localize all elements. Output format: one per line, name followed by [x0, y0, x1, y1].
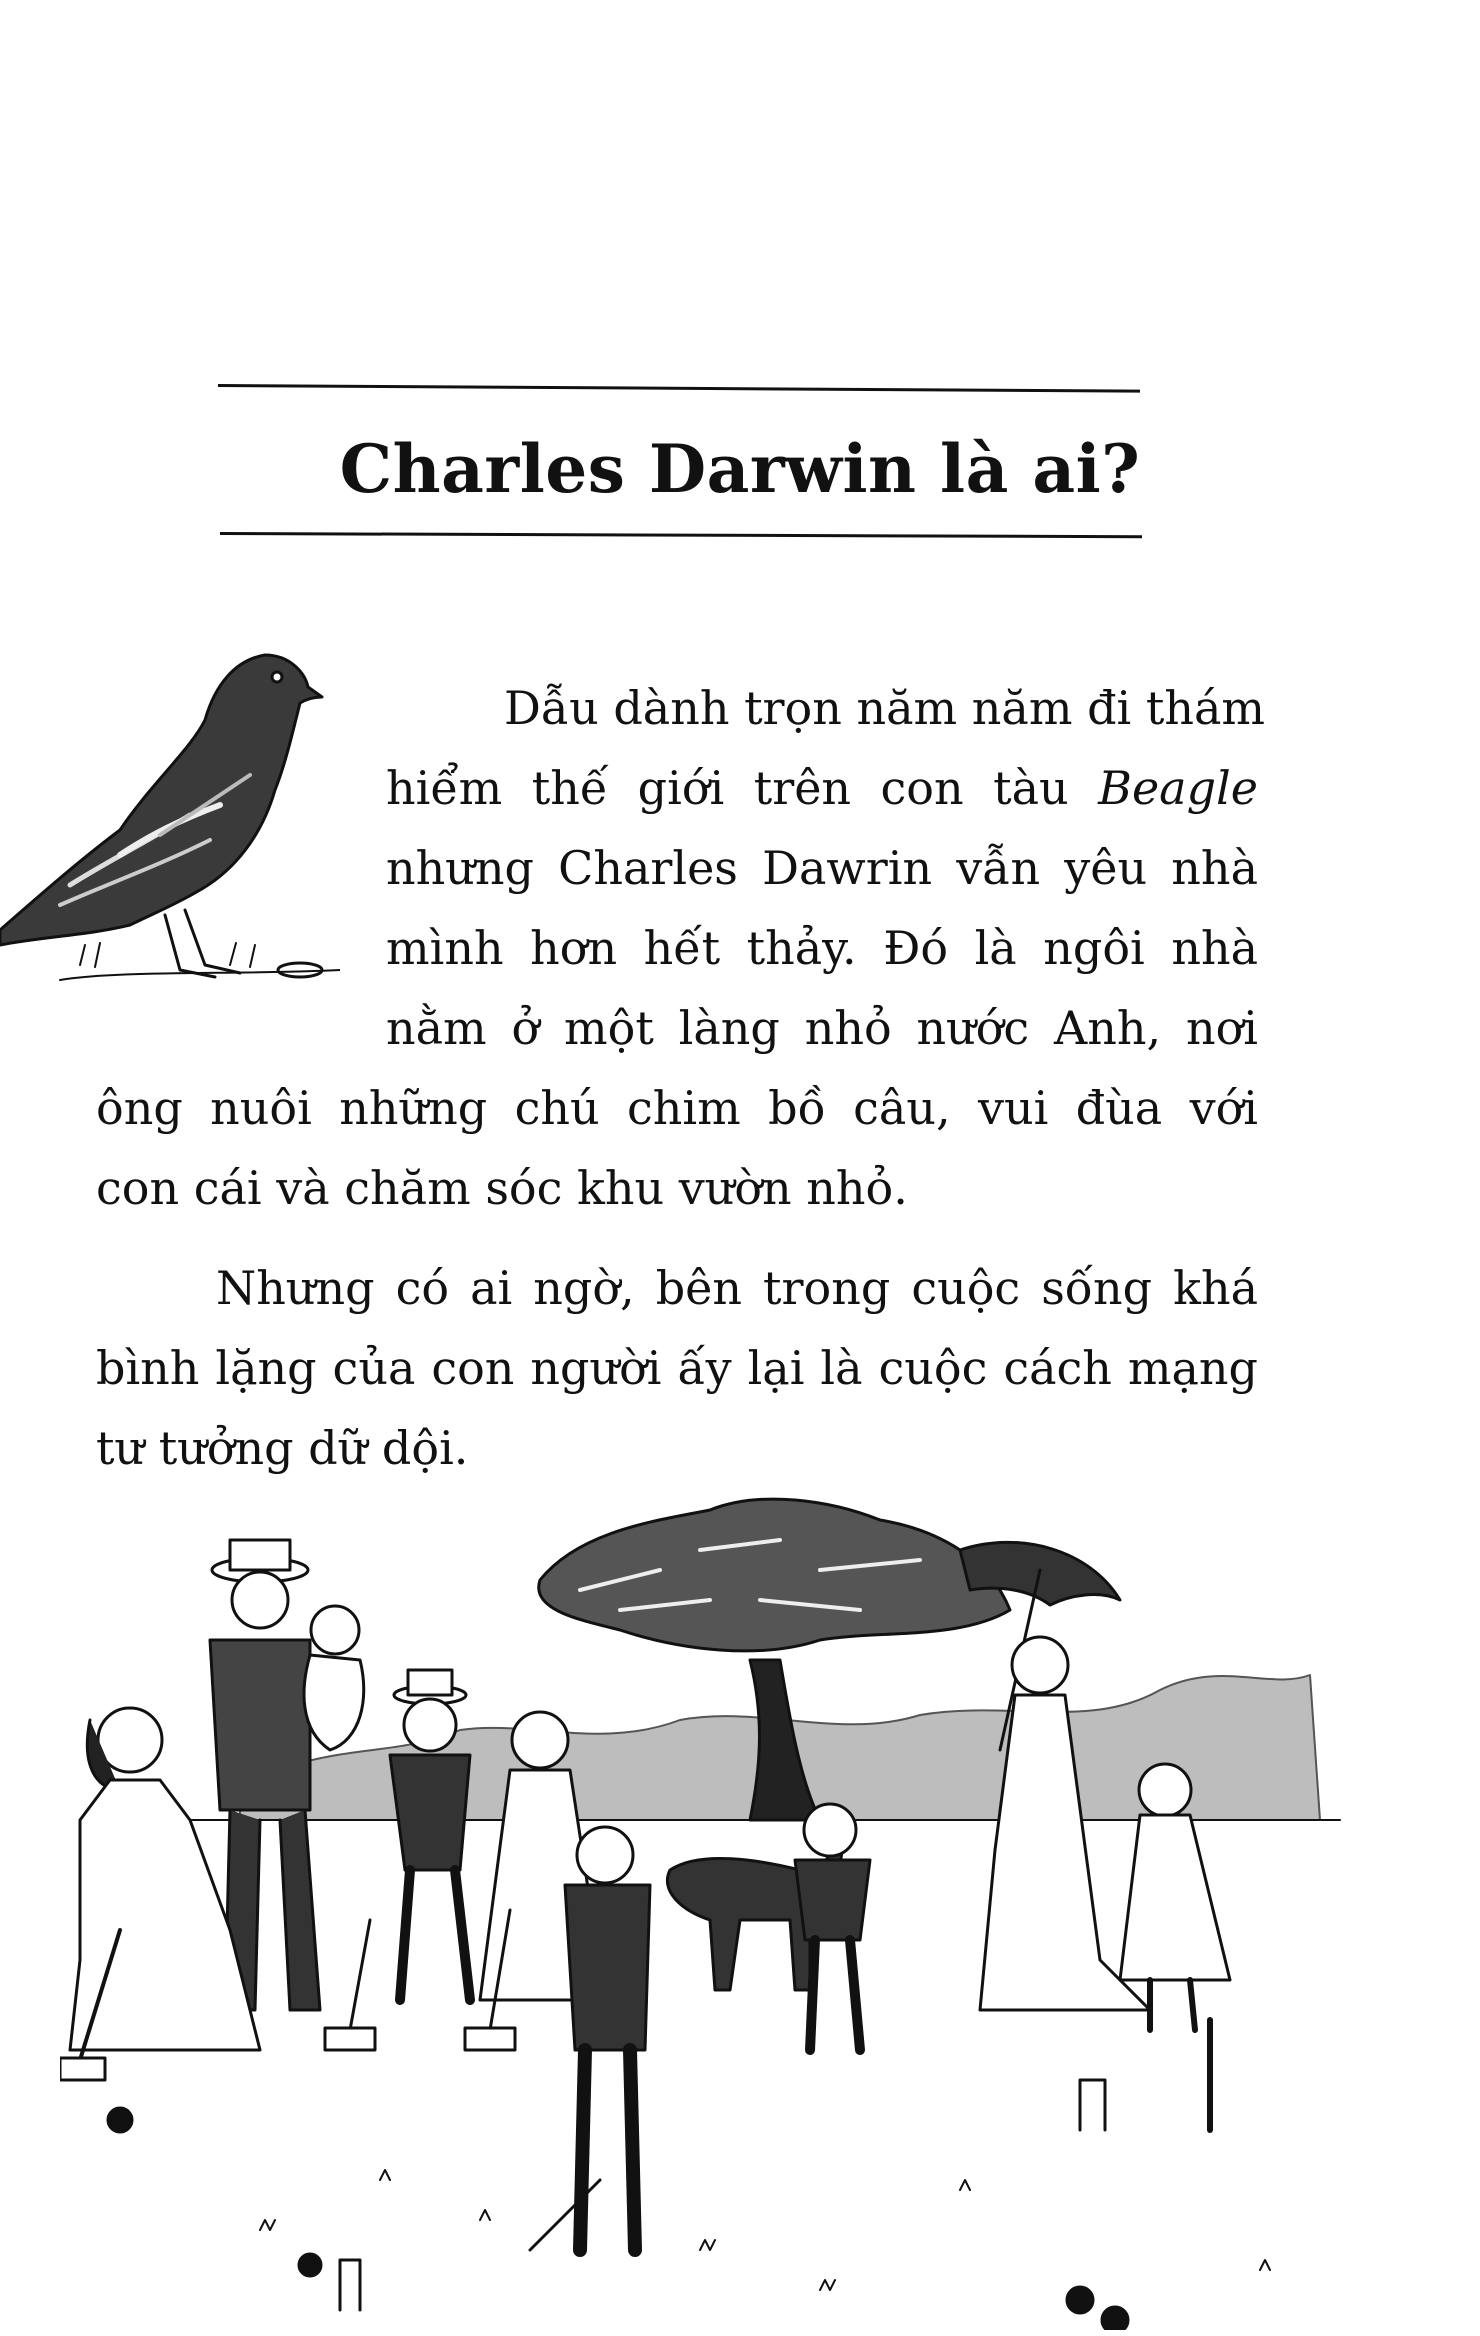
paragraph-2-line: Nhưng có ai ngờ, bên trong cuộc sống khá	[216, 1261, 1258, 1315]
boy-right-figure	[795, 1804, 870, 2050]
paragraph-1	[96, 668, 1265, 1228]
croquet-ball	[299, 2254, 321, 2276]
paragraph-1-line: mình hơn hết thảy. Đó là ngôi nhà	[386, 921, 1258, 975]
croquet-ball	[1067, 2287, 1093, 2313]
paragraph-1-line: nằm ở một làng nhỏ nước Anh, nơi	[386, 1001, 1258, 1055]
tree-canopy	[539, 1499, 1010, 1651]
title-rule-bottom	[220, 532, 1142, 538]
paragraph-2-line: tư tưởng dữ dội.	[96, 1421, 469, 1475]
ship-name: Beagle	[1098, 761, 1258, 815]
paragraph-1-line: nhưng Charles Dawrin vẫn yêu nhà	[386, 841, 1258, 895]
paragraph-1-line: Dẫu dành trọn năm năm đi thám	[504, 681, 1265, 735]
title-rule-top	[218, 384, 1140, 393]
paragraph-2-line: bình lặng của con người ấy lại là cuộc cách mạng	[96, 1341, 1258, 1395]
paragraph-1-line	[386, 748, 1258, 828]
paragraph-1-line: con cái và chăm sóc khu vườn nhỏ.	[96, 1161, 908, 1215]
paragraph-1-line-text: hiểm thế giới trên con tàu	[386, 761, 1069, 815]
paragraph-2	[96, 1248, 1258, 1488]
hoop	[1080, 2080, 1105, 2130]
croquet-ball	[1102, 2307, 1128, 2330]
family-croquet-illustration	[60, 1490, 1380, 2330]
hoop	[340, 2260, 360, 2310]
chapter-title: Charles Darwin là ai?	[339, 430, 1141, 508]
paragraph-1-line: ông nuôi những chú chim bồ câu, vui đùa với	[96, 1081, 1258, 1135]
